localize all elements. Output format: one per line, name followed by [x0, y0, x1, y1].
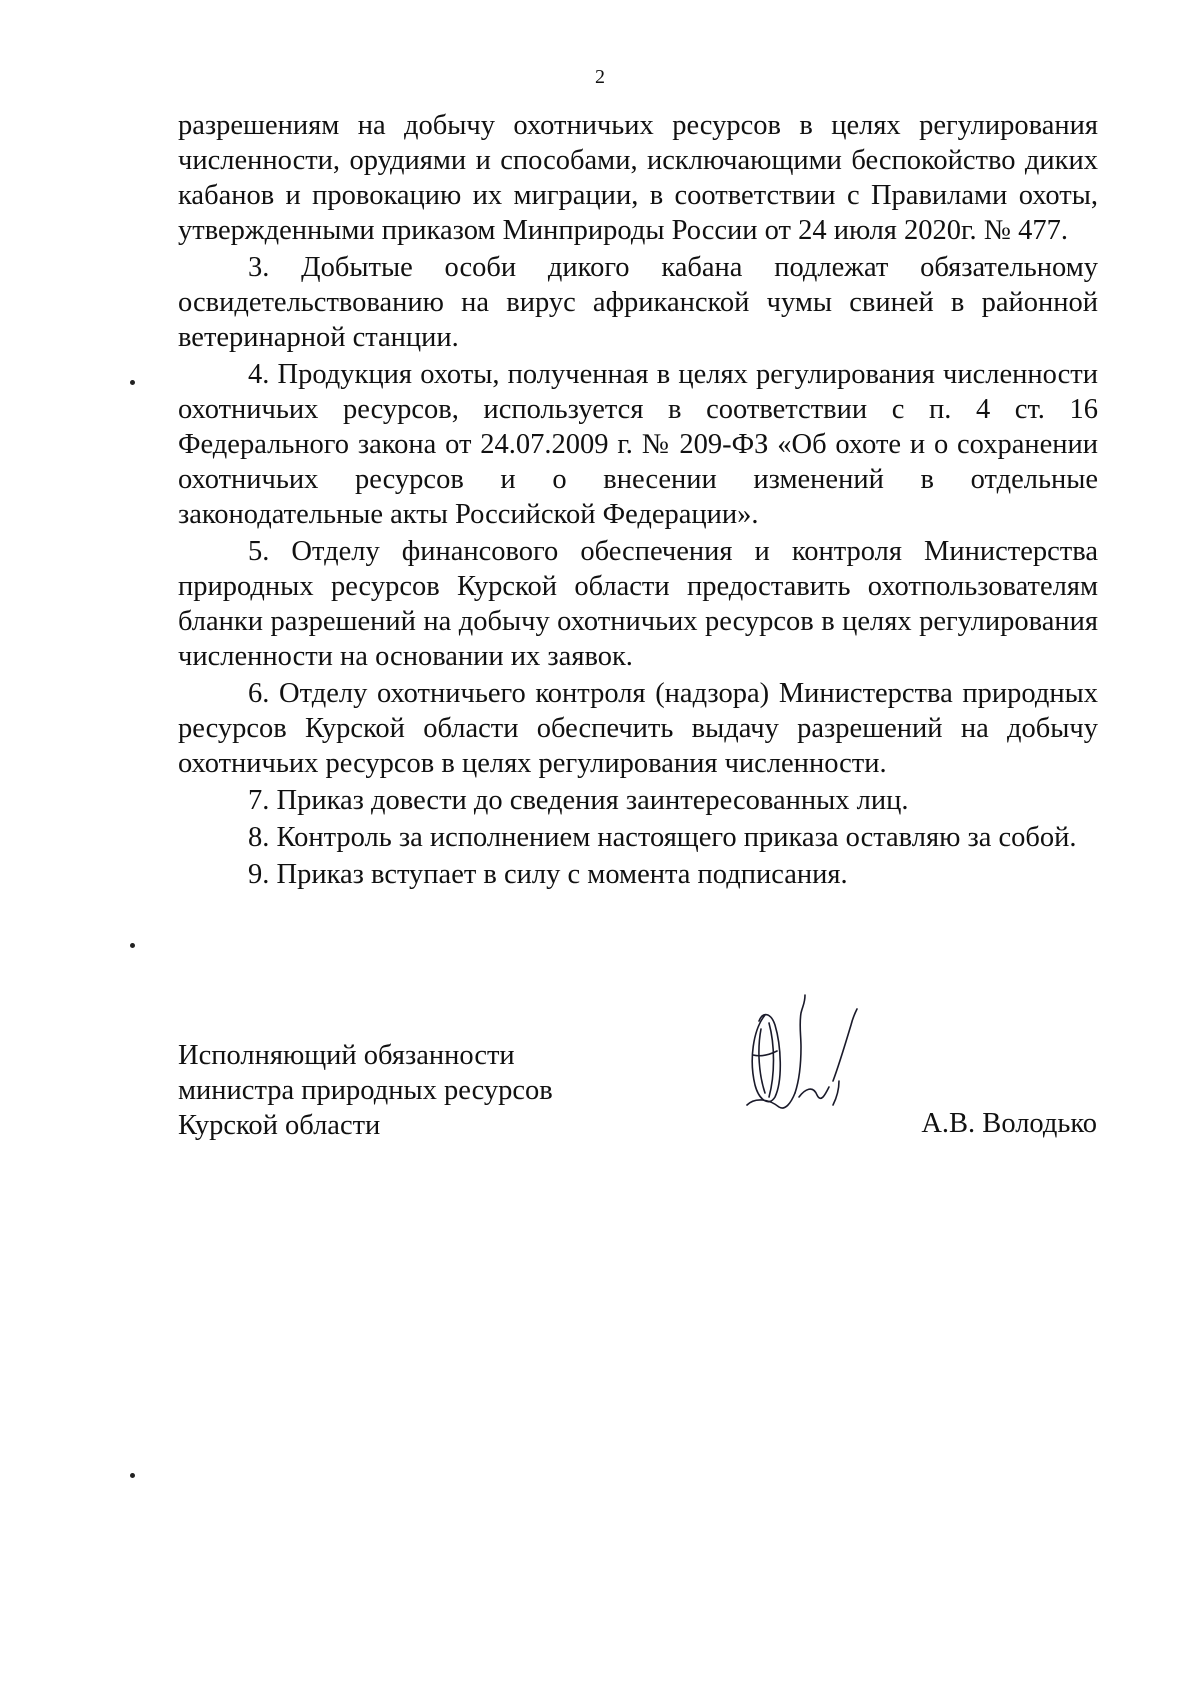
signatory-position [178, 1038, 553, 1143]
paragraph-item-8: 8. Контроль за исполнением настоящего приказа оставляю за собой. [248, 822, 1077, 853]
handwritten-signature-icon [735, 985, 875, 1130]
signatory-name: А.В. Володько [921, 1108, 1097, 1139]
paragraph-item-4: 4. Продукция охоты, полученная в целях регулирования численности охотничьих ресурсов, используется в соответствии с п. 4 ст. 16 Федерального закона от 24.07.2009 г. № 209-ФЗ «Об охоте и о сохранении охотничьих ресурсов и о внесении изменений в отдельные законодательные акты Российской Федерации». [178, 359, 1098, 530]
page-number: 2 [595, 66, 605, 88]
paragraph-item-5: 5. Отделу финансового обеспечения и контроля Министерства природных ресурсов Курской области предоставить охотпользователям бланки разрешений на добычу охотничьих ресурсов в целях регулирования численности на основании их заявок. [178, 536, 1098, 672]
signatory-position-line: министра природных ресурсов [178, 1075, 553, 1106]
signatory-position-line: Исполняющий обязанности [178, 1040, 515, 1071]
scan-speck [130, 380, 135, 385]
paragraph-item-7: 7. Приказ довести до сведения заинтересованных лиц. [248, 785, 909, 816]
scan-speck [130, 1473, 135, 1478]
signatory-position-line: Курской области [178, 1110, 381, 1141]
paragraph-continuation: разрешениям на добычу охотничьих ресурсов в целях регулирования численности, орудиями и способами, исключающими беспокойство диких кабанов и провокацию их миграции, в соответствии с Правилами охоты, утвержденными приказом Минприроды России от 24 июля 2020г. № 477. [178, 110, 1098, 246]
scan-speck [130, 943, 135, 948]
paragraph-item-9: 9. Приказ вступает в силу с момента подписания. [248, 859, 848, 890]
document-body [178, 108, 1098, 894]
paragraph-item-3: 3. Добытые особи дикого кабана подлежат обязательному освидетельствованию на вирус африканской чумы свиней в районной ветеринарной станции. [178, 252, 1098, 353]
paragraph-item-6: 6. Отделу охотничьего контроля (надзора) Министерства природных ресурсов Курской области обеспечить выдачу разрешений на добычу охотничьих ресурсов в целях регулирования численности. [178, 678, 1098, 779]
